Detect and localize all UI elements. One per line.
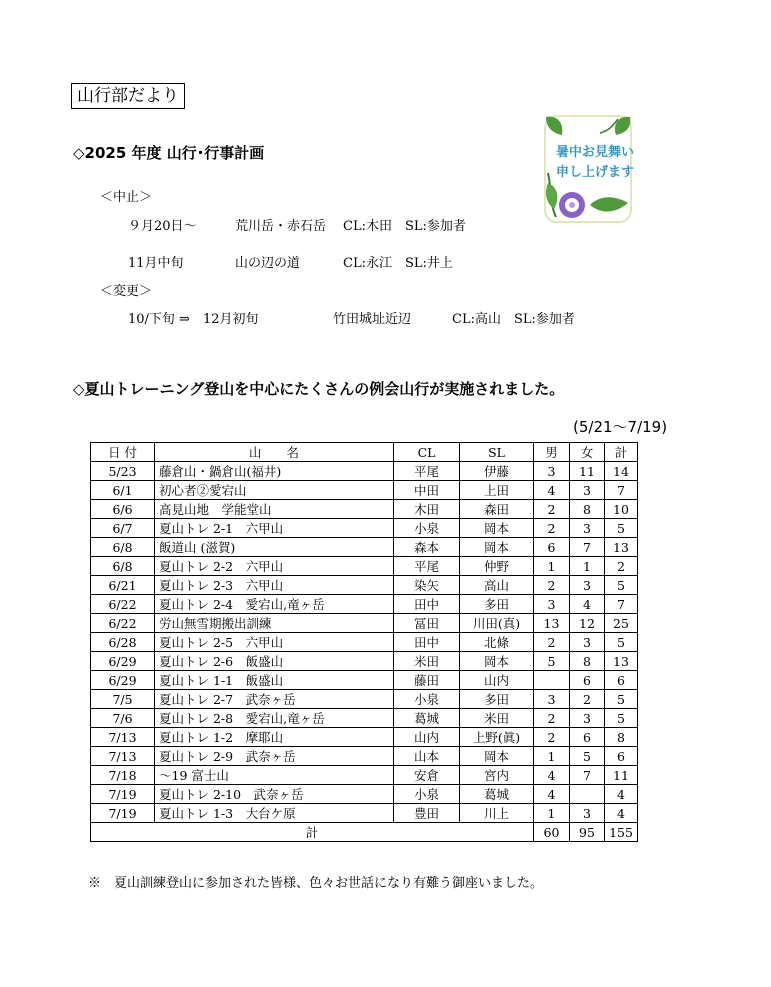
change-label: ＜変更＞ — [100, 284, 153, 299]
cell-men: 13 — [534, 614, 570, 633]
table-row — [91, 557, 638, 576]
cell-women — [570, 785, 605, 804]
cell-total: 7 — [605, 481, 638, 500]
cancel-item-1-cl: CL:木田 — [343, 219, 392, 234]
cell-mountain: 夏山トレ 2-2 六甲山 — [155, 557, 394, 576]
cell-women: 11 — [570, 462, 605, 481]
table-row — [91, 462, 638, 481]
cell-men: 2 — [534, 633, 570, 652]
cell-men: 2 — [534, 576, 570, 595]
header-women: 女 — [570, 443, 605, 462]
cell-women: 3 — [570, 804, 605, 823]
cell-men: 1 — [534, 557, 570, 576]
header-mountain: 山 名 — [155, 443, 394, 462]
cell-men: 2 — [534, 728, 570, 747]
table-row — [91, 690, 638, 709]
cancel-item-1-place: 荒川岳・赤石岳 — [235, 219, 327, 234]
cell-women: 3 — [570, 709, 605, 728]
cell-sl: 多田 — [460, 690, 534, 709]
cell-total: 5 — [605, 576, 638, 595]
cell-date: 6/7 — [91, 519, 155, 538]
cell-sl: 山内 — [460, 671, 534, 690]
total-men: 60 — [534, 823, 570, 842]
cell-mountain: 夏山トレ 2-6 飯盛山 — [155, 652, 394, 671]
card-line-2: 申し上げます — [555, 165, 634, 180]
activity-table — [90, 442, 638, 842]
cell-men: 2 — [534, 500, 570, 519]
cancel-label: ＜中止＞ — [100, 190, 153, 205]
cell-mountain: 夏山トレ 2-4 愛宕山,竜ヶ岳 — [155, 595, 394, 614]
cell-cl: 小泉 — [394, 690, 460, 709]
cell-total: 4 — [605, 804, 638, 823]
cell-total: 6 — [605, 671, 638, 690]
cell-sl: 川上 — [460, 804, 534, 823]
cell-date: 6/29 — [91, 652, 155, 671]
cell-date: 6/8 — [91, 538, 155, 557]
cell-total: 13 — [605, 652, 638, 671]
cell-cl: 中田 — [394, 481, 460, 500]
cell-cl: 木田 — [394, 500, 460, 519]
cell-cl: 安倉 — [394, 766, 460, 785]
cell-total: 5 — [605, 519, 638, 538]
cell-total: 5 — [605, 633, 638, 652]
table-total-row — [91, 823, 638, 842]
cell-total: 8 — [605, 728, 638, 747]
cell-cl: 平尾 — [394, 557, 460, 576]
cell-sl: 米田 — [460, 709, 534, 728]
cell-cl: 小泉 — [394, 785, 460, 804]
cell-sl: 伊藤 — [460, 462, 534, 481]
cell-women: 7 — [570, 766, 605, 785]
cell-sl: 高山 — [460, 576, 534, 595]
cell-total: 7 — [605, 595, 638, 614]
table-row — [91, 785, 638, 804]
total-all: 155 — [605, 823, 638, 842]
cell-mountain: ～19 富士山 — [155, 766, 394, 785]
cell-date: 6/21 — [91, 576, 155, 595]
cell-total: 11 — [605, 766, 638, 785]
header-men: 男 — [534, 443, 570, 462]
cell-women: 8 — [570, 500, 605, 519]
table-row — [91, 671, 638, 690]
cell-men: 3 — [534, 462, 570, 481]
header-sl: SL — [460, 443, 534, 462]
cell-sl: 宮内 — [460, 766, 534, 785]
cell-cl: 田中 — [394, 595, 460, 614]
card-line-1: 暑中お見舞い — [555, 145, 634, 160]
cell-women: 8 — [570, 652, 605, 671]
cancel-item-2-cl: CL:永江 — [343, 256, 392, 271]
header-date: 日 付 — [91, 443, 155, 462]
cell-men: 3 — [534, 595, 570, 614]
table-row — [91, 595, 638, 614]
cell-cl: 豊田 — [394, 804, 460, 823]
cell-date: 7/18 — [91, 766, 155, 785]
cell-men: 6 — [534, 538, 570, 557]
cell-women: 12 — [570, 614, 605, 633]
thanks-footnote: ※ 夏山訓練登山に参加された皆様、色々お世話になり有難う御座いました。 — [88, 876, 544, 891]
cell-mountain: 夏山トレ 2-3 六甲山 — [155, 576, 394, 595]
activity-heading: ◇夏山トレーニング登山を中心にたくさんの例会山行が実施されました。 — [73, 380, 565, 398]
cancel-item-2-date: 11月中旬 — [128, 256, 184, 271]
cell-date: 6/1 — [91, 481, 155, 500]
plan-heading: ◇2025 年度 山行･行事計画 — [73, 144, 265, 162]
newsletter-title: 山行部だより — [71, 83, 185, 109]
cell-total: 6 — [605, 747, 638, 766]
cell-total: 13 — [605, 538, 638, 557]
cell-women: 7 — [570, 538, 605, 557]
cell-date: 7/13 — [91, 747, 155, 766]
cancel-item-2-sl: SL:井上 — [405, 256, 453, 271]
cell-date: 7/5 — [91, 690, 155, 709]
cell-total: 2 — [605, 557, 638, 576]
table-row — [91, 576, 638, 595]
table-row — [91, 652, 638, 671]
cell-total: 4 — [605, 785, 638, 804]
cell-mountain: 労山無雪期搬出訓練 — [155, 614, 394, 633]
cell-mountain: 夏山トレ 2-5 六甲山 — [155, 633, 394, 652]
cell-men: 4 — [534, 766, 570, 785]
cell-date: 7/19 — [91, 804, 155, 823]
cell-women: 4 — [570, 595, 605, 614]
cell-men — [534, 671, 570, 690]
cell-women: 2 — [570, 690, 605, 709]
table-row — [91, 500, 638, 519]
cell-women: 6 — [570, 728, 605, 747]
total-women: 95 — [570, 823, 605, 842]
cell-mountain: 夏山トレ 2-1 六甲山 — [155, 519, 394, 538]
cell-men: 1 — [534, 804, 570, 823]
change-cl: CL:高山 — [452, 312, 501, 327]
cell-date: 5/23 — [91, 462, 155, 481]
table-row — [91, 614, 638, 633]
cell-women: 3 — [570, 633, 605, 652]
cell-men: 5 — [534, 652, 570, 671]
cell-sl: 岡本 — [460, 747, 534, 766]
cell-women: 1 — [570, 557, 605, 576]
table-row — [91, 747, 638, 766]
cell-sl: 岡本 — [460, 519, 534, 538]
cell-women: 3 — [570, 481, 605, 500]
cell-mountain: 高見山地 学能堂山 — [155, 500, 394, 519]
cell-cl: 葛城 — [394, 709, 460, 728]
cell-women: 3 — [570, 576, 605, 595]
cell-mountain: 夏山トレ 2-10 武奈ヶ岳 — [155, 785, 394, 804]
header-cl: CL — [394, 443, 460, 462]
cell-date: 6/29 — [91, 671, 155, 690]
table-row — [91, 519, 638, 538]
change-sl: SL:参加者 — [514, 312, 575, 327]
summer-greeting-card — [542, 113, 634, 225]
table-row — [91, 481, 638, 500]
table-row — [91, 709, 638, 728]
cell-mountain: 飯道山 (滋賀) — [155, 538, 394, 557]
cell-date: 6/28 — [91, 633, 155, 652]
table-row — [91, 633, 638, 652]
cancel-item-2-place: 山の辺の道 — [235, 256, 301, 271]
table-row — [91, 728, 638, 747]
cell-cl: 小泉 — [394, 519, 460, 538]
cell-total: 25 — [605, 614, 638, 633]
cell-sl: 森田 — [460, 500, 534, 519]
cell-sl: 岡本 — [460, 538, 534, 557]
cell-sl: 葛城 — [460, 785, 534, 804]
cell-cl: 平尾 — [394, 462, 460, 481]
cell-sl: 北條 — [460, 633, 534, 652]
cell-date: 7/13 — [91, 728, 155, 747]
table-header-row — [91, 443, 638, 462]
cell-mountain: 夏山トレ 2-8 愛宕山,竜ヶ岳 — [155, 709, 394, 728]
cell-cl: 森本 — [394, 538, 460, 557]
cell-sl: 多田 — [460, 595, 534, 614]
cell-men: 2 — [534, 519, 570, 538]
cell-men: 4 — [534, 785, 570, 804]
cell-men: 4 — [534, 481, 570, 500]
cell-sl: 上田 — [460, 481, 534, 500]
cell-mountain: 夏山トレ 1-2 摩耶山 — [155, 728, 394, 747]
cell-date: 7/6 — [91, 709, 155, 728]
cell-sl: 上野(眞) — [460, 728, 534, 747]
cell-total: 10 — [605, 500, 638, 519]
cell-date: 6/22 — [91, 595, 155, 614]
cell-women: 3 — [570, 519, 605, 538]
cancel-item-1-date: ９月20日～ — [128, 219, 197, 234]
cell-women: 5 — [570, 747, 605, 766]
cell-cl: 藤田 — [394, 671, 460, 690]
table-row — [91, 538, 638, 557]
cell-cl: 山本 — [394, 747, 460, 766]
cell-total: 5 — [605, 709, 638, 728]
cell-cl: 山内 — [394, 728, 460, 747]
cell-mountain: 夏山トレ 2-7 武奈ヶ岳 — [155, 690, 394, 709]
cell-total: 14 — [605, 462, 638, 481]
cell-cl: 冨田 — [394, 614, 460, 633]
cell-sl: 川田(真) — [460, 614, 534, 633]
change-date: 10/下旬 ⇒ 12月初旬 — [128, 312, 259, 327]
cell-date: 6/8 — [91, 557, 155, 576]
cell-sl: 岡本 — [460, 652, 534, 671]
total-label: 計 — [91, 823, 534, 842]
cell-men: 2 — [534, 709, 570, 728]
table-row — [91, 766, 638, 785]
cell-cl: 染矢 — [394, 576, 460, 595]
cell-women: 6 — [570, 671, 605, 690]
cell-mountain: 夏山トレ 2-9 武奈ヶ岳 — [155, 747, 394, 766]
cell-date: 6/22 — [91, 614, 155, 633]
cell-mountain: 藤倉山・鍋倉山(福井) — [155, 462, 394, 481]
period-label: (5/21～7/19) — [573, 418, 668, 436]
table-row — [91, 804, 638, 823]
change-place: 竹田城址近辺 — [333, 312, 412, 327]
cell-cl: 米田 — [394, 652, 460, 671]
cell-mountain: 夏山トレ 1-3 大台ケ原 — [155, 804, 394, 823]
cell-mountain: 初心者②愛宕山 — [155, 481, 394, 500]
cell-men: 3 — [534, 690, 570, 709]
cell-cl: 田中 — [394, 633, 460, 652]
cell-date: 6/6 — [91, 500, 155, 519]
cell-mountain: 夏山トレ 1-1 飯盛山 — [155, 671, 394, 690]
cell-total: 5 — [605, 690, 638, 709]
cell-men: 1 — [534, 747, 570, 766]
cell-sl: 仲野 — [460, 557, 534, 576]
cell-date: 7/19 — [91, 785, 155, 804]
cancel-item-1-sl: SL:参加者 — [405, 219, 466, 234]
header-total: 計 — [605, 443, 638, 462]
